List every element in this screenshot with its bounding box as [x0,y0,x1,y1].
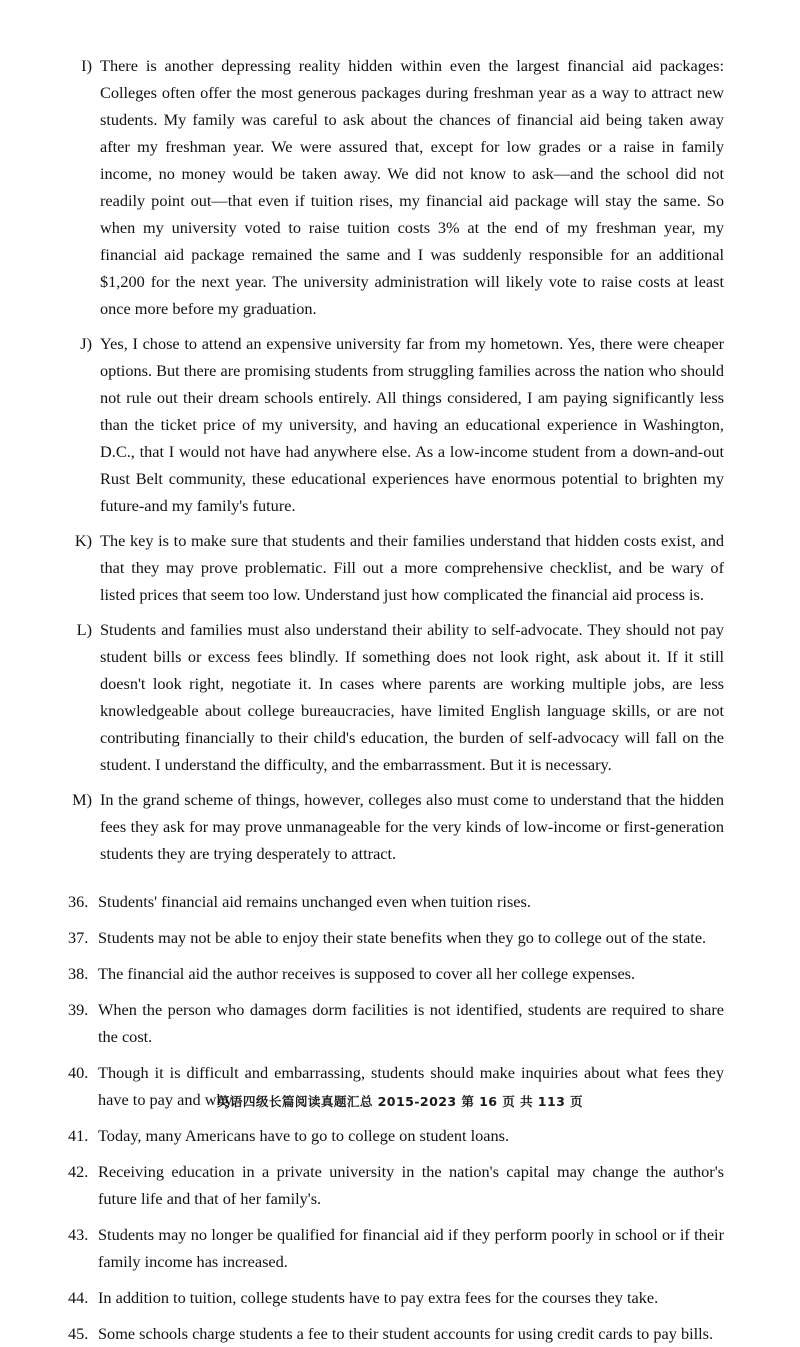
question-item-44[interactable] [68,1284,724,1311]
paragraph-text-m: In the grand scheme of things, however, colleges also must come to understand that the hidden fees they ask for may prove unmanageable for the very kinds of low-income or first-generation students they are trying desperately to attract. [100,790,724,863]
question-item-41[interactable] [68,1122,724,1149]
paragraph-label-j: J) [80,334,92,353]
question-item-42[interactable] [68,1158,724,1212]
question-text-38: The financial aid the author receives is supposed to cover all her college expenses. [98,964,636,983]
paragraph-label-m: M) [72,790,92,809]
question-number-37: 37. [68,928,89,947]
paragraph-text-k: The key is to make sure that students and their families understand that hidden costs exist, and that they may prove problematic. Fill out a more comprehensive checklist, and be wary of listed prices that seem too low. Understand just how complicated the financial aid process is. [100,531,724,604]
question-number-41: 41. [68,1126,89,1145]
question-list [68,888,724,1347]
question-number-39: 39. [68,1000,89,1019]
question-text-45: Some schools charge students a fee to their student accounts for using credit cards to pay bills. [98,1324,714,1343]
paragraph-label-k: K) [74,531,92,550]
question-text-39: When the person who damages dorm facilities is not identified, students are required to share the cost. [98,1000,724,1046]
question-text-41: Today, many Americans have to go to college on student loans. [98,1126,510,1145]
question-item-37[interactable] [68,924,724,951]
question-text-43: Students may no longer be qualified for financial aid if they perform poorly in school or if their family income has increased. [98,1225,724,1271]
passage-body [68,52,724,867]
passage-paragraph [68,786,724,867]
paragraph-text-i: There is another depressing reality hidden within even the largest financial aid packages: Colleges often offer the most generous packages during freshman year as a way to attract new students. My family was careful to ask about the chances of financial aid being taken away after my freshman year. We were assured that, except for low grades or a raise in family income, no money would be taken away. We did not know to ask—and the school did not readily point out—that even if tuition rises, my financial aid package will stay the same. So when my university voted to raise tuition costs 3% at the end of my freshman year, my financial aid package remained the same and I was suddenly responsible for an additional $1,200 for the next year. The university administration will likely vote to raise costs at least once more before my graduation. [100,56,724,318]
question-number-42: 42. [68,1162,89,1181]
question-text-36: Students' financial aid remains unchanged even when tuition rises. [98,892,531,911]
question-item-38[interactable] [68,960,724,987]
passage-paragraph [68,527,724,608]
passage-paragraph [68,52,724,322]
paragraph-text-l: Students and families must also understand their ability to self-advocate. They should not pay student bills or excess fees blindly. If something does not look right, ask about it. If it still doesn't look right, negotiate it. In cases where parents are working multiple jobs, are less knowledgeable about college bureaucracies, have limited English language skills, or are not contributing financially to their child's education, the burden of self-advocacy will fall on the student. I understand the difficulty, and the embarrassment. But it is necessary. [100,620,724,774]
question-number-44: 44. [68,1288,89,1307]
question-number-45: 45. [68,1324,89,1343]
question-text-44: In addition to tuition, college students have to pay extra fees for the courses they take. [98,1288,659,1307]
page-footer [0,1091,800,1110]
question-number-38: 38. [68,964,89,983]
question-number-40: 40. [68,1063,89,1082]
question-item-45[interactable] [68,1320,724,1347]
paragraph-label-i: I) [81,56,92,75]
passage-paragraph [68,616,724,778]
question-text-40: Though it is difficult and embarrassing, students should make inquiries about what fees they have to pay and why. [98,1063,724,1109]
question-item-36[interactable] [68,888,724,915]
footer-text: 英语四级长篇阅读真题汇总 2015-2023 第 16 页 共 113 页 [216,1094,584,1109]
question-item-39[interactable] [68,996,724,1050]
question-text-42: Receiving education in a private university in the nation's capital may change the author's future life and that of her family's. [98,1162,724,1208]
paragraph-label-l: L) [76,620,92,639]
paragraph-text-j: Yes, I chose to attend an expensive university far from my hometown. Yes, there were cheaper options. But there are promising students from struggling families across the nation who should not rule out their dream schools entirely. All things considered, I am paying significantly less than the ticket price of my university, and having an educational experience in Washington, D.C., that I would not have had anywhere else. As a low-income student from a down-and-out Rust Belt community, these educational experiences have enormous potential to brighten my future-and my family's future. [100,334,724,515]
question-number-43: 43. [68,1225,89,1244]
passage-paragraph [68,330,724,519]
question-number-36: 36. [68,892,89,911]
question-item-43[interactable] [68,1221,724,1275]
question-text-37: Students may not be able to enjoy their state benefits when they go to college out of the state. [98,928,707,947]
